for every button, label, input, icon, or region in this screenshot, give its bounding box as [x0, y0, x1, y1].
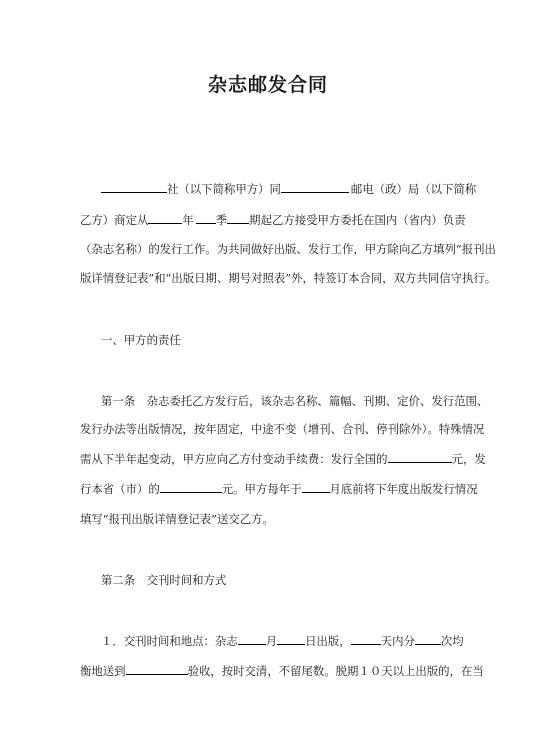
- intro-text: 乙方）商定从: [80, 213, 149, 227]
- article1-line-2: [80, 421, 484, 437]
- intro-text: 季: [215, 213, 228, 227]
- article-text: 元。甲方每年于: [221, 482, 302, 496]
- blank-times: [415, 633, 441, 645]
- blank-pub-month: [238, 633, 266, 645]
- blank-days: [351, 633, 381, 645]
- article-text: 日出版，: [305, 634, 351, 648]
- intro-text: 期起乙方接受甲方委托在国内（省内）负责: [249, 213, 466, 227]
- intro-line-3: [80, 241, 496, 257]
- intro-line-4: [80, 270, 496, 286]
- article-text: 需从下半年起变动，甲方应向乙方付变动手续费：发行全国的: [80, 452, 388, 466]
- article-text: 发行办法等出版情况，按年固定，中途不变（增刊、合刊、停刊除外）。特殊情况: [80, 422, 485, 436]
- intro-line-2: [80, 212, 466, 228]
- intro-text: （杂志名称）的发行工作。为共同做好出版、发行工作，甲方除向乙方填列“报刊出: [80, 242, 496, 256]
- blank-fee-province: [160, 481, 222, 493]
- article-text: 元，发: [451, 452, 486, 466]
- article1-line-3: [80, 451, 486, 467]
- blank-pub-day: [277, 633, 305, 645]
- section-heading: 一、甲方的责任: [101, 333, 181, 347]
- intro-text: 社（以下简称甲方）同: [167, 182, 281, 196]
- article-text: 衡地送到: [80, 664, 126, 678]
- intro-text: 年: [182, 213, 194, 227]
- article2-line-1: [101, 633, 464, 649]
- blank-destination: [126, 663, 188, 675]
- blank-season: [196, 212, 216, 224]
- intro-text: 邮电（政）局（以下简称: [350, 182, 477, 196]
- blank-year: [148, 212, 182, 224]
- article1-line-5: [80, 511, 274, 527]
- article2-line-2: [80, 663, 484, 679]
- article-text: 验收，按时交清，不留尾数。脱期１０天以上出版的，在当: [187, 664, 484, 678]
- article-text: 填写“报刊出版详情登记表”送交乙方。: [80, 512, 274, 526]
- article-text: １．交刊时间和地点：杂志: [101, 634, 238, 648]
- blank-month: [302, 481, 330, 493]
- article-text: 天内分: [380, 634, 415, 648]
- article-text: 次均: [440, 634, 464, 648]
- article-text: 第一条 杂志委托乙方发行后，该杂志名称、篇幅、刊期、定价、发行范围、: [101, 394, 489, 408]
- article1-line-4: [80, 481, 478, 497]
- blank-publisher: [101, 181, 167, 193]
- article2-heading: 第二条 交刊时间和方式: [101, 573, 227, 587]
- blank-fee-national: [388, 451, 452, 463]
- intro-line-1: [101, 181, 476, 197]
- blank-issue: [227, 212, 249, 224]
- article1-line-1: [101, 393, 488, 409]
- intro-text: 版详情登记表”和“出版日期、期号对照表”外，特签订本合同，双方共同信守执行。: [80, 271, 497, 285]
- blank-post-office: [281, 181, 349, 193]
- article-text: 月底前将下年度出版发行情况: [329, 482, 478, 496]
- article-text: 行本省（市）的: [80, 482, 160, 496]
- document-title: 杂志邮发合同: [207, 74, 328, 96]
- article-text: 月: [265, 634, 278, 648]
